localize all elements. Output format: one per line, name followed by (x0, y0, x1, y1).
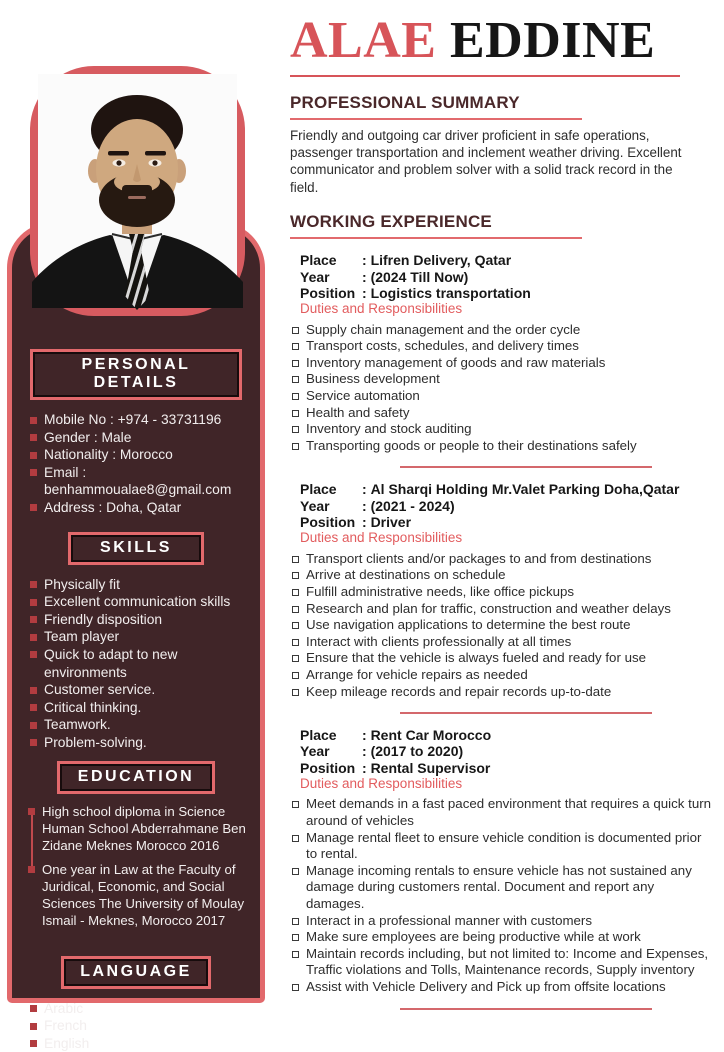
education-list (28, 803, 252, 929)
duty-item: Arrange for vehicle repairs as needed (292, 667, 714, 684)
square-bullet-icon (30, 739, 37, 746)
duty-item: Inventory management of goods and raw materials (292, 355, 714, 372)
job-position-row (300, 760, 714, 776)
duty-item: Ensure that the vehicle is always fueled and ready for use (292, 650, 714, 667)
skill-item: Problem-solving. (30, 734, 252, 752)
year-label: Year (300, 498, 362, 514)
language-item: Arabic (30, 1000, 252, 1018)
duty-item: Manage rental fleet to ensure vehicle condition is documented prior to rental. (292, 830, 714, 863)
duty-item: Business development (292, 371, 714, 388)
duty-item: Interact in a professional manner with customers (292, 913, 714, 930)
duties-label: Duties and Responsibilities (300, 776, 714, 793)
skills-heading: SKILLS (68, 532, 204, 565)
working-experience-heading: WORKING EXPERIENCE (290, 212, 714, 232)
place-value: : Al Sharqi Holding Mr.Valet Parking Doha,Qatar (362, 481, 679, 497)
job-year-row (300, 743, 714, 759)
duty-item: Assist with Vehicle Delivery and Pick up from offsite locations (292, 979, 714, 996)
last-name: EDDINE (450, 12, 655, 69)
position-label: Position (300, 514, 362, 530)
duties-list (292, 796, 714, 995)
job-meta (300, 481, 714, 530)
square-bullet-icon (30, 504, 37, 511)
square-bullet-icon (28, 866, 35, 873)
portrait-illustration (38, 74, 237, 308)
square-bullet-icon (30, 1023, 37, 1030)
duty-item: Make sure employees are being productive while at work (292, 929, 714, 946)
square-bullet-icon (30, 651, 37, 658)
duty-item: Transporting goods or people to their destinations safely (292, 438, 714, 455)
language-list (30, 1000, 252, 1052)
personal-details-heading: PERSONAL DETAILS (30, 349, 242, 400)
position-label: Position (300, 285, 362, 301)
square-bullet-icon (30, 434, 37, 441)
skill-item: Customer service. (30, 681, 252, 699)
square-bullet-icon (30, 1040, 37, 1047)
position-value: : Logistics transportation (362, 285, 531, 301)
job-meta (300, 727, 714, 776)
square-bullet-icon (30, 616, 37, 623)
duty-item: Manage incoming rentals to ensure vehicle has not sustained any damage during customers rental. Document and report any damages. (292, 863, 714, 913)
personal-details-list (30, 411, 252, 517)
duty-item: Research and plan for traffic, construction and weather delays (292, 601, 714, 618)
duty-item: Interact with clients professionally at all times (292, 634, 714, 651)
language-item: English (30, 1035, 252, 1052)
professional-summary-heading: PROFESSIONAL SUMMARY (290, 93, 714, 113)
personal-detail-item: Email : benhammoualae8@gmail.com (30, 464, 252, 499)
year-label: Year (300, 743, 362, 759)
skills-list (30, 576, 252, 752)
summary-underline (290, 118, 582, 120)
square-bullet-icon (30, 581, 37, 588)
personal-detail-item: Nationality : Morocco (30, 446, 252, 464)
place-value: : Lifren Delivery, Qatar (362, 252, 511, 268)
year-value: : (2024 Till Now) (362, 269, 468, 285)
square-bullet-icon (28, 808, 35, 815)
language-heading: LANGUAGE (61, 956, 211, 989)
square-bullet-icon (30, 704, 37, 711)
job-position-row (300, 514, 714, 530)
duty-item: Service automation (292, 388, 714, 405)
year-value: : (2017 to 2020) (362, 743, 463, 759)
job-year-row (300, 498, 714, 514)
place-value: : Rent Car Morocco (362, 727, 491, 743)
job-place-row (300, 727, 714, 743)
duty-item: Meet demands in a fast paced environment that requires a quick turn around of vehicles (292, 796, 714, 829)
section-divider (400, 1008, 652, 1010)
name-underline (290, 75, 680, 77)
section-divider (400, 466, 652, 468)
square-bullet-icon (30, 417, 37, 424)
duties-label: Duties and Responsibilities (300, 301, 714, 318)
job-meta (300, 252, 714, 301)
language-item: French (30, 1017, 252, 1035)
duties-list (292, 551, 714, 700)
duties-list (292, 322, 714, 455)
summary-text: Friendly and outgoing car driver proficient in safe operations, passenger transportation and inclement weather driving. Excellent communicator and problem solver with a solid track record in the field. (290, 127, 692, 197)
education-item: One year in Law at the Faculty of Juridical, Economic, and Social Sciences The University of Moulay Ismail - Meknes, Morocco 2017 (28, 861, 252, 929)
square-bullet-icon (30, 469, 37, 476)
duty-item: Supply chain management and the order cycle (292, 322, 714, 339)
position-value: : Rental Supervisor (362, 760, 490, 776)
square-bullet-icon (30, 599, 37, 606)
duties-label: Duties and Responsibilities (300, 530, 714, 547)
profile-photo (30, 66, 245, 316)
job-entry-1 (290, 252, 714, 468)
square-bullet-icon (30, 1005, 37, 1012)
square-bullet-icon (30, 722, 37, 729)
job-year-row (300, 269, 714, 285)
duty-item: Transport clients and/or packages to and from destinations (292, 551, 714, 568)
skill-item: Critical thinking. (30, 699, 252, 717)
position-value: : Driver (362, 514, 411, 530)
education-heading: EDUCATION (57, 761, 215, 794)
skill-item: Quick to adapt to new environments (30, 646, 252, 681)
duty-item: Keep mileage records and repair records up-to-date (292, 684, 714, 701)
job-entry-2 (290, 481, 714, 714)
personal-detail-item: Address : Doha, Qatar (30, 499, 252, 517)
page-title (290, 14, 714, 69)
place-label: Place (300, 727, 362, 743)
job-entry-3 (290, 727, 714, 1010)
square-bullet-icon (30, 634, 37, 641)
duty-item: Use navigation applications to determine the best route (292, 617, 714, 634)
duty-item: Transport costs, schedules, and delivery times (292, 338, 714, 355)
job-position-row (300, 285, 714, 301)
job-place-row (300, 481, 714, 497)
first-name: ALAE (290, 12, 436, 69)
personal-detail-item: Mobile No : +974 - 33731196 (30, 411, 252, 429)
year-label: Year (300, 269, 362, 285)
duty-item: Inventory and stock auditing (292, 421, 714, 438)
sidebar (7, 222, 265, 1003)
personal-detail-item: Gender : Male (30, 429, 252, 447)
square-bullet-icon (30, 687, 37, 694)
skill-item: Physically fit (30, 576, 252, 594)
skill-item: Team player (30, 628, 252, 646)
section-divider (400, 712, 652, 714)
duty-item: Fulfill administrative needs, like office pickups (292, 584, 714, 601)
skill-item: Excellent communication skills (30, 593, 252, 611)
year-value: : (2021 - 2024) (362, 498, 455, 514)
education-item: High school diploma in Science Human School Abderrahmane Ben Zidane Meknes Morocco 2016 (28, 803, 252, 854)
square-bullet-icon (30, 452, 37, 459)
duty-item: Health and safety (292, 405, 714, 422)
position-label: Position (300, 760, 362, 776)
job-place-row (300, 252, 714, 268)
experience-underline (290, 237, 582, 239)
duty-item: Maintain records including, but not limited to: Income and Expenses, Traffic violations and Tolls, Maintenance records, Supply inventory (292, 946, 714, 979)
duty-item: Arrive at destinations on schedule (292, 567, 714, 584)
place-label: Place (300, 481, 362, 497)
skill-item: Teamwork. (30, 716, 252, 734)
main-content (290, 0, 714, 1010)
place-label: Place (300, 252, 362, 268)
skill-item: Friendly disposition (30, 611, 252, 629)
